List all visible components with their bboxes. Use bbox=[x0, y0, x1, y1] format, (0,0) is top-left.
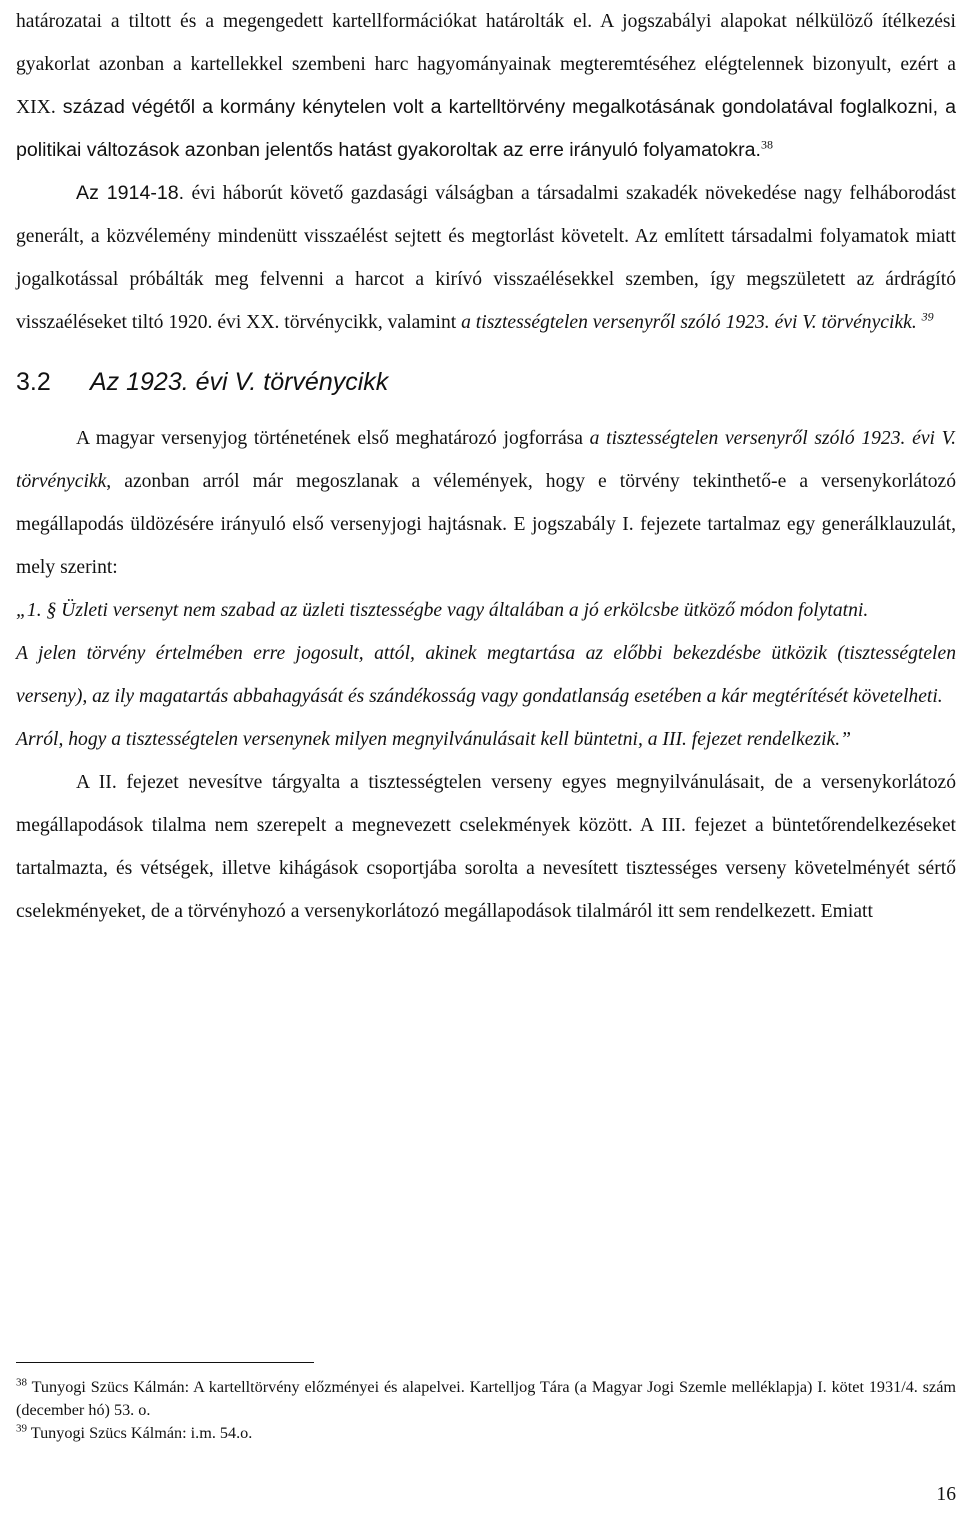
paragraph-2-text-b: évi háborút követő gazdasági válságban a társadalmi szakadék növekedése nagy felháborodást generált, a közvélemény mindenütt visszaélést sejtett és megtorlást követelt. Az említett társadalmi folyamatok miatt jogalkotással próbálták meg felvenni a harcot a kirívó visszaélésekkel szemben, így megszületett az árdrágító visszaéléseket tiltó 1920. évi XX. törvénycikk, valamint bbox=[16, 183, 956, 333]
paragraph-3-text-a: A magyar versenyjog történetének első meghatározó jogforrása bbox=[76, 428, 590, 449]
footnote-ref-39[interactable]: 39 bbox=[921, 309, 934, 324]
page-number: 16 bbox=[936, 1484, 956, 1505]
section-title: Az 1923. évi V. törvénycikk bbox=[90, 368, 389, 396]
paragraph-3 bbox=[16, 417, 956, 589]
paragraph-3-law-title: a tisztességtelen versenyről szóló 1923. évi V. törvénycikk bbox=[16, 428, 956, 492]
page-body bbox=[16, 0, 956, 933]
paragraph-4: A II. fejezet nevesítve tárgyalta a tisztességtelen verseny egyes megnyilvánulásait, de a versenykorlátozó megállapodások tilalma nem szerepelt a megnevezett cselekmények között. A III. fejezet a büntetőrendelkezéseket tartalmazta, és vétségek, illetve kihágások csoportjába sorolta a nevesített tisztességes verseny követelményét sértő cselekményeket, de a törvényhozó a versenykorlátozó megállapodások tilalmáról itt sem rendelkezett. Emiatt bbox=[16, 772, 956, 922]
paragraph-1 bbox=[16, 0, 956, 172]
footnote-number: 39 bbox=[16, 1422, 27, 1435]
paragraph-2-law-title: a tisztességtelen versenyről szóló 1923. évi V. törvénycikk. bbox=[461, 312, 917, 333]
footnote-divider bbox=[16, 1362, 314, 1363]
footnote-ref-38[interactable]: 38 bbox=[760, 137, 773, 152]
paragraph-1-text-a: határozatai a tiltott és a megengedett kartellformációkat határolták el. A jogszabályi alapokat nélkülöző ítélkezési gyakorlat azonban a kartellekkel szembeni harc hagyományainak megteremtéséhez elégtelennek bizonyult, ezért a XIX. bbox=[16, 11, 956, 118]
section-heading bbox=[16, 368, 956, 397]
paragraph-2 bbox=[16, 172, 956, 344]
section-number: 3.2 bbox=[16, 368, 51, 396]
footnotes bbox=[16, 1376, 956, 1445]
quote-3: Arról, hogy a tisztességtelen versenynek milyen megnyilvánulásait kell büntetni, a III. fejezet rendelkezik.” bbox=[16, 729, 852, 750]
quote-1: „1. § Üzleti versenyt nem szabad az üzleti tisztességbe vagy általában a jó erkölcsbe ütköző módon folytatni. bbox=[16, 600, 869, 621]
paragraph-2-text-a: Az 1914-18. bbox=[76, 182, 185, 204]
quote-2: A jelen törvény értelmében erre jogosult, attól, akinek megtartása az előbbi bekezdésbe ütközik (tisztességtelen verseny), az ily magatartás abbahagyását és szándékosság vagy gondatlanság esetében a kár megtérítését követelheti. bbox=[16, 643, 956, 707]
footnote-text: Tunyogi Szücs Kálmán: i.m. 54.o. bbox=[27, 1424, 253, 1442]
paragraph-1-text-b: század végétől a kormány kénytelen volt a kartelltörvény megalkotásának gondolatával foglalkozni, a politikai változások azonban jelentős hatást gyakoroltak az erre irányuló folyamatokra. bbox=[16, 96, 956, 161]
footnote-number: 38 bbox=[16, 1376, 27, 1389]
paragraph-3-text-c: , azonban arról már megoszlanak a vélemények, hogy e törvény tekinthető-e a versenykorlátozó megállapodás üldözésére irányuló első versenyjogi hajtásnak. E jogszabály I. fejezete tartalmaz egy generálklauzulát, mely szerint: bbox=[16, 471, 956, 578]
footnote-39 bbox=[16, 1422, 956, 1445]
footnote-38 bbox=[16, 1376, 956, 1422]
footnote-text: Tunyogi Szücs Kálmán: A kartelltörvény előzményei és alapelvei. Kartelljog Tára (a Magyar Jogi Szemle melléklapja) I. kötet 1931/4. szám (december hó) 53. o. bbox=[16, 1378, 956, 1419]
